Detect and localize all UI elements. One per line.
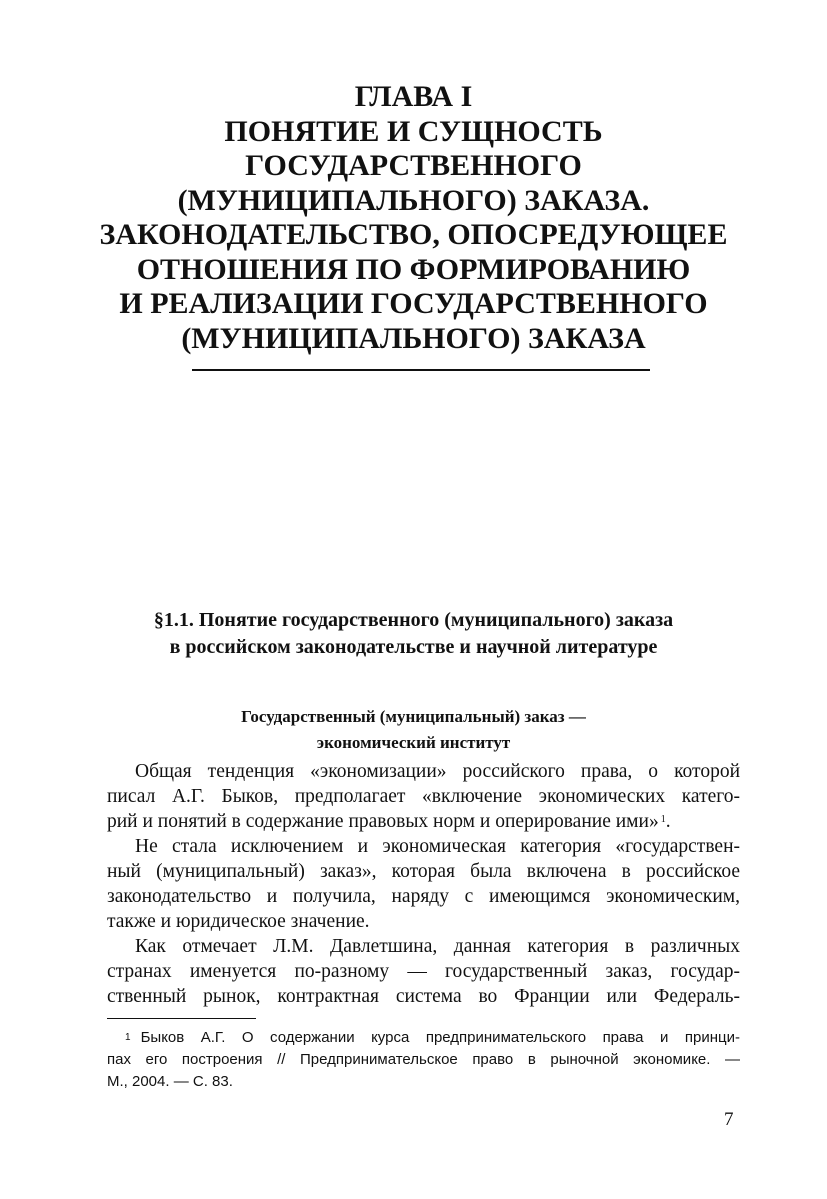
section-heading-line: в российском законодательстве и научной литературе <box>169 636 658 658</box>
chapter-title-line: ЗАКОНОДАТЕЛЬСТВО, ОПОСРЕДУЮЩЕЕ <box>99 218 728 251</box>
paragraph-line: законодательство и получила, наряду с имеющимся экономическим, <box>107 886 740 907</box>
paragraph-line: ный (муниципальный) заказ», которая была включена в российское <box>107 861 740 882</box>
paragraph-line-with-footnote <box>107 809 740 834</box>
footnote-line: М., 2004. — С. 83. <box>107 1073 233 1090</box>
subsection-heading <box>60 704 767 756</box>
paragraph-line: рий и понятий в содержание правовых норм и оперирование ими» <box>107 811 659 832</box>
chapter-title-line: ГЛАВА I <box>354 80 473 113</box>
page-number: 7 <box>724 1109 734 1130</box>
footnote-line: пах его построения // Предпринимательское право в рыночной экономике. — <box>107 1051 740 1068</box>
subsection-heading-line: Государственный (муниципальный) заказ — <box>241 707 586 726</box>
chapter-title-line: (МУНИЦИПАЛЬНОГО) ЗАКАЗА. <box>177 183 650 217</box>
paragraph-line: странах именуется по-разному — государственный заказ, государ- <box>107 961 740 982</box>
footnote-reference-suffix: . <box>665 811 671 832</box>
section-heading-line: §1.1. Понятие государственного (муниципального) заказа <box>153 609 674 631</box>
footnote-divider <box>107 1018 256 1019</box>
paragraph-line: также и юридическое значение. <box>107 911 370 932</box>
paragraph-line: ственный рынок, контрактная система во Франции или Федераль- <box>107 986 740 1007</box>
chapter-title-line: ПОНЯТИЕ И СУЩНОСТЬ <box>224 114 603 148</box>
chapter-title-line: ГОСУДАРСТВЕННОГО <box>245 149 582 182</box>
body-text <box>107 759 740 1009</box>
footnote <box>107 1027 740 1093</box>
chapter-divider <box>192 369 650 371</box>
chapter-title-line: И РЕАЛИЗАЦИИ ГОСУДАРСТВЕННОГО <box>119 287 708 320</box>
paragraph-line: писал А.Г. Быков, предполагает «включение экономических катего- <box>107 786 740 807</box>
paragraph-line: Как отмечает Л.М. Давлетшина, данная категория в различных <box>135 936 740 957</box>
chapter-title-line: (МУНИЦИПАЛЬНОГО) ЗАКАЗА <box>181 321 646 355</box>
subsection-heading-line: экономический институт <box>316 733 511 752</box>
footnote-number: 1 <box>125 1032 131 1043</box>
paragraph-line: Не стала исключением и экономическая категория «государствен- <box>135 836 740 857</box>
footnote-line <box>107 1027 740 1049</box>
paragraph-line: Общая тенденция «экономизации» российского права, о которой <box>135 761 740 782</box>
chapter-title <box>60 80 767 356</box>
chapter-title-line: ОТНОШЕНИЯ ПО ФОРМИРОВАНИЮ <box>136 252 691 286</box>
footnote-text: Быков А.Г. О содержании курса предпринимательского права и принци- <box>140 1029 740 1046</box>
footnote-reference[interactable]: 1 <box>660 814 666 825</box>
section-heading <box>60 607 767 661</box>
